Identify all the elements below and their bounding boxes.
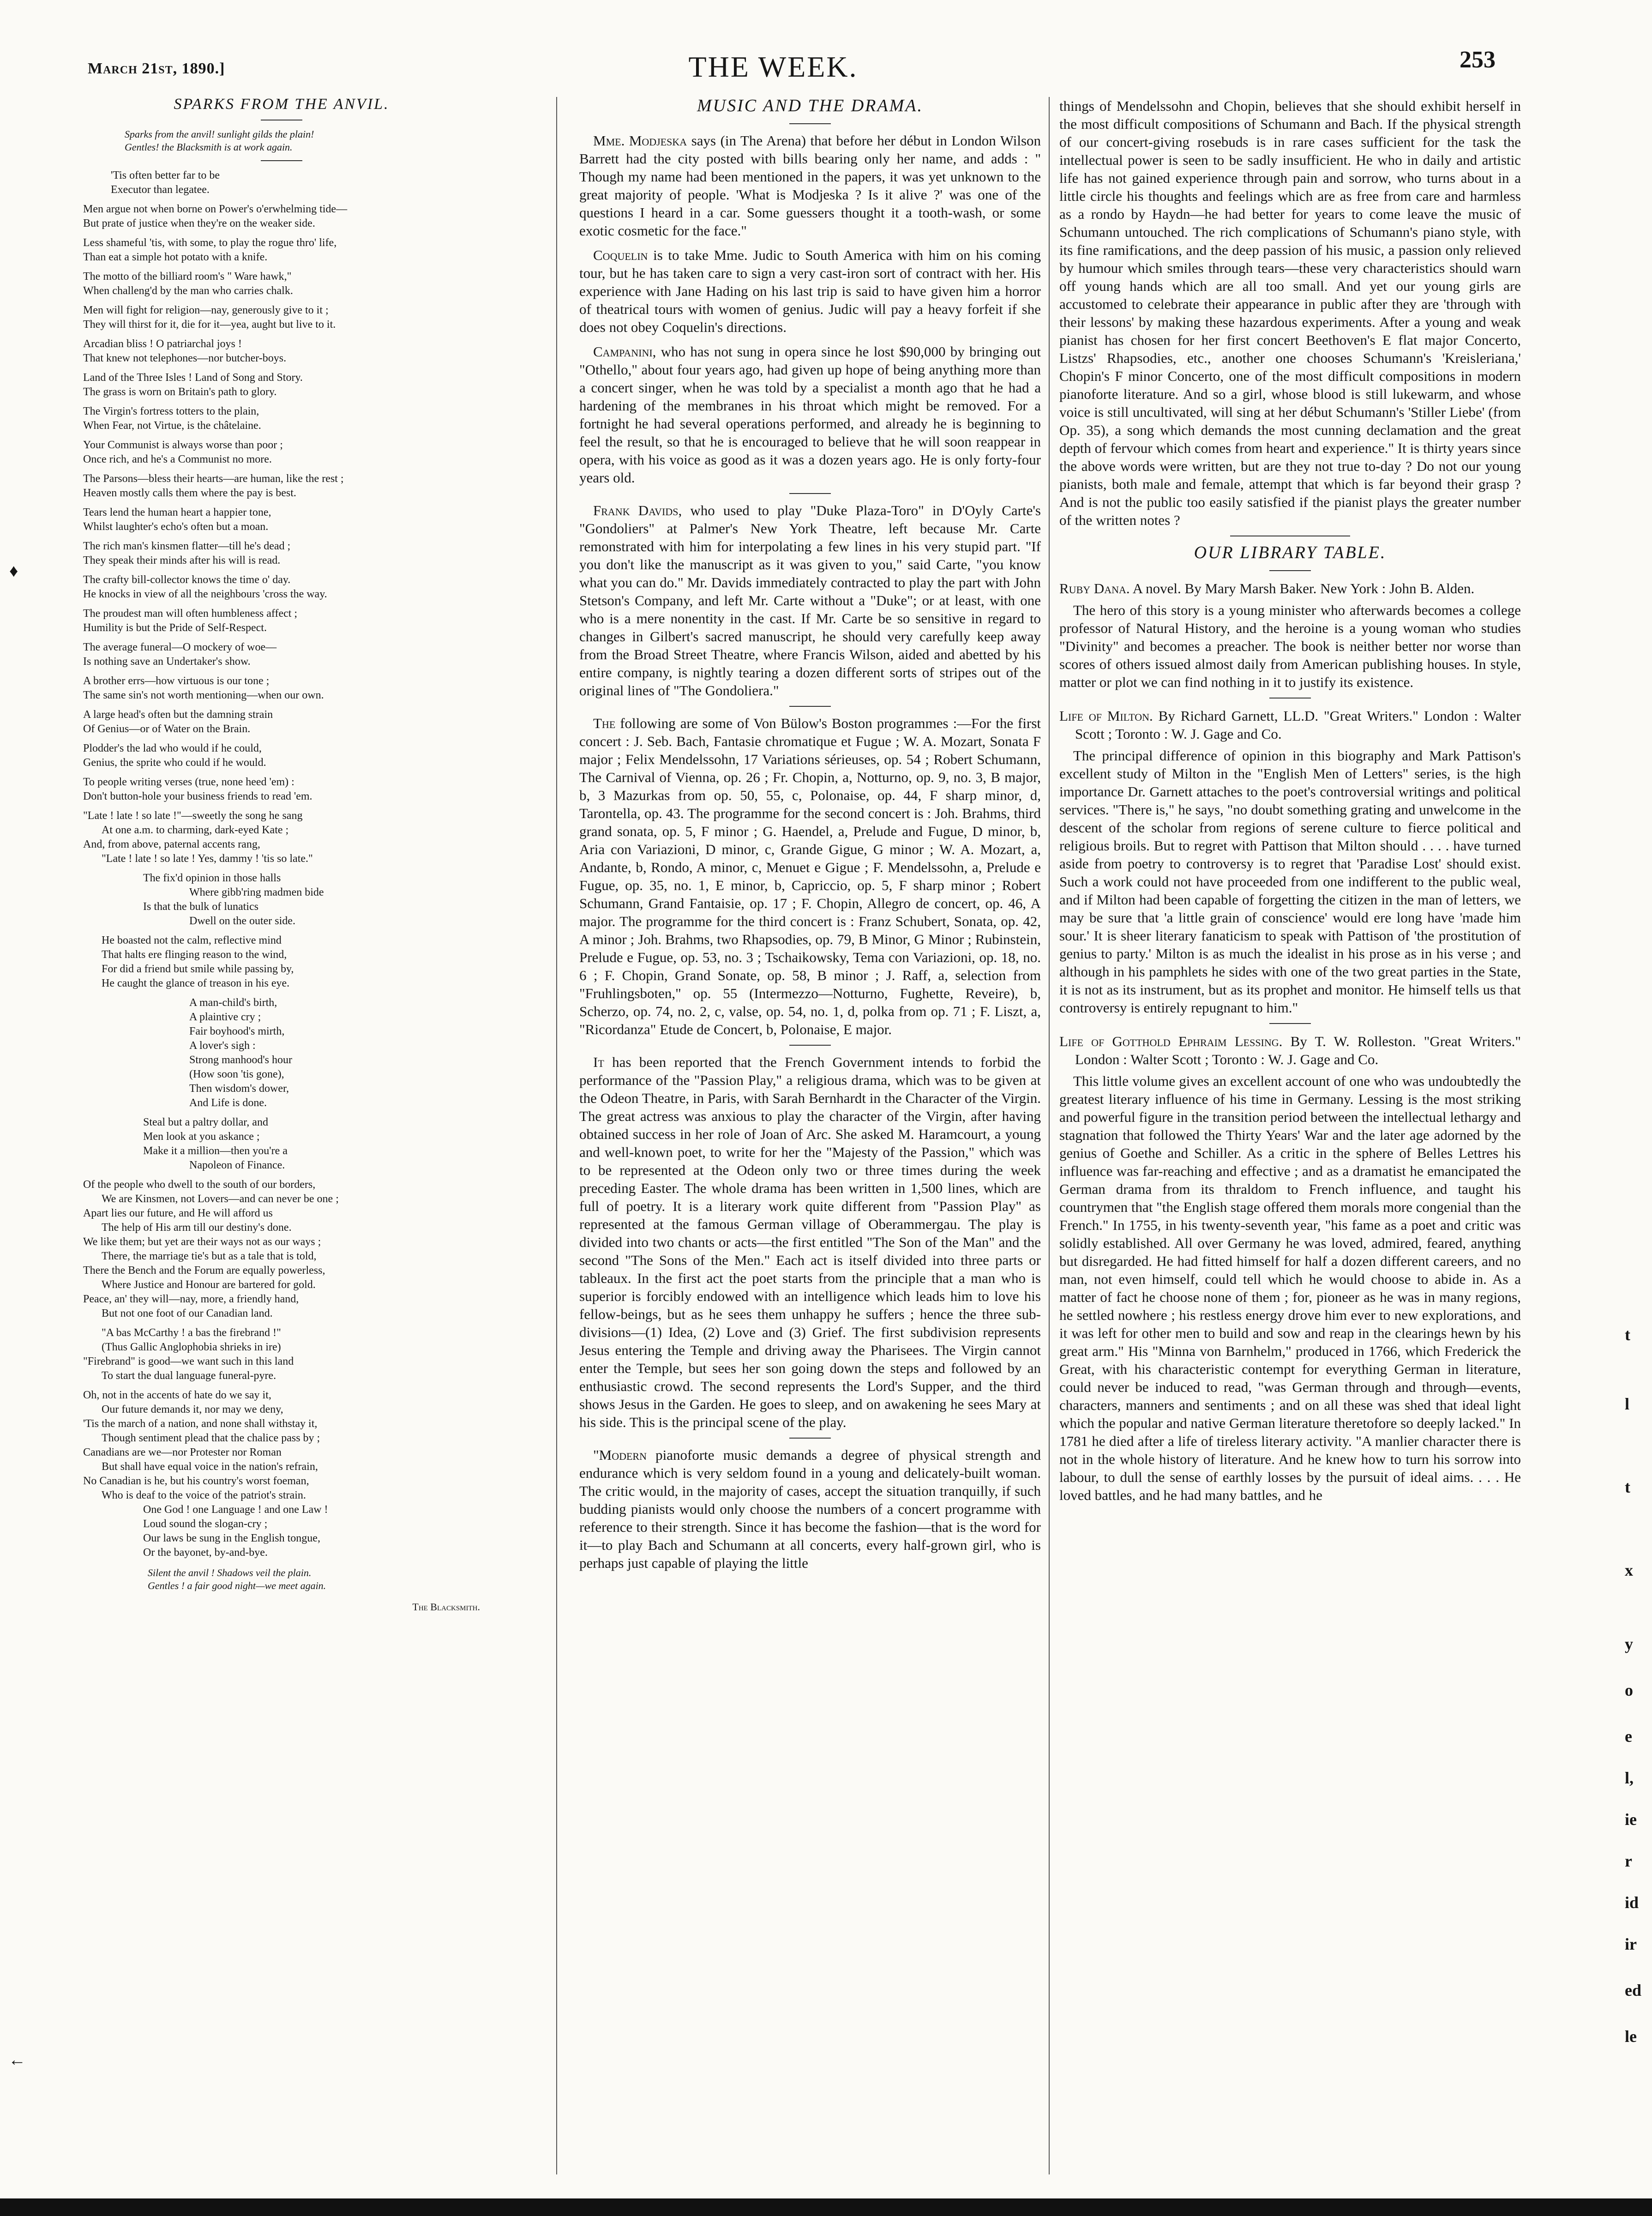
verse-line: Or the bayonet, by-and-bye. [143, 1547, 268, 1559]
verse-line: Tears lend the human heart a happier tone, [83, 506, 271, 518]
couplet [83, 404, 480, 433]
lead-in: Coquelin [593, 247, 648, 263]
epigraph-rule [261, 160, 302, 161]
verse-line: The rich man's kinsmen flatter—till he's dead ; [83, 540, 291, 552]
verse-line: Then wisdom's dower, [189, 1083, 289, 1095]
paragraph-text: has been reported that the French Government intends to forbid the performance of the "Passion Play," a religious drama, which was to be given at the Odeon Theatre, in Paris, with Sarah Bernhardt in the Character of the Virgin. The great actress was anxious to play the character of the Virgin, after having obtained success in her role of Joan of Arc. She asked M. Haramcourt, a young and well-known poet, to write for her the "Majesty of the Passion," which was to be represented at the Odeon only two or three times during the week preceding Easter. The whole drama has been written in 1,500 lines, which are full of poetry. It is a literary work quite different from "Passion Play" as represented at the famous German village of Oberammergau. The play is divided into two chants or acts—the first entitled "The Son of the Man" and the second "The Sons of the Men." Each act is itself divided into three parts or tableaux. In the first act the poet starts from the principle that a man who is superior is forcibly endowed with an intelligence which leads him to love his fellow-beings, but as he sees them unhappy he suffers ; hence the three sub-divisions—(1) Idea, (2) Love and (3) Grief. The first subdivision represents Jesus entering the Temple and driving away the Pharisees. The Virgin cannot enter the Temple, but sees her son going down the steps and followed by an enthusiastic crowd. The second represents the Lord's Supper, and the third shows Jesus in the Garden. He goes to sleep, and on awakening he sees Mary at his side. This is the principal scene of the play. [579, 1054, 1041, 1430]
verse-line: Your Communist is always worse than poor ; [83, 439, 283, 451]
verse-line: Genius, the sprite who could if he would. [83, 757, 266, 769]
stanza [83, 1115, 480, 1173]
verse-line: (Thus Gallic Anglophobia shrieks in ire) [102, 1341, 281, 1353]
margin-fragment: ir [1625, 1935, 1637, 1953]
verse-line: A lover's sigh : [189, 1040, 256, 1052]
lead-in: Frank Davids [593, 502, 679, 518]
verse-line: A large head's often but the damning strain [83, 709, 273, 721]
verse-line: Where Justice and Honour are bartered for gold. [102, 1279, 316, 1291]
margin-fragment: le [1625, 2027, 1637, 2046]
verse-line: They will thirst for it, die for it—yea, aught but live to it. [83, 319, 336, 331]
paragraph-text: , who has not sung in opera since he lost $90,000 by bringing out "Othello," about four years ago, had given up hope of being anything more than a concert singer, when he was told by a specialist a month ago that he had a hardening of the membranes in his throat which might be removed. For a fortnight he had several operations performed, and already he is beginning to feel the result, so that he is encouraged to believe that he will soon reappear in opera, with his voice as good as it was a dozen years ago. He is only forty-four years old. [579, 343, 1041, 486]
margin-fragment: y [1625, 1635, 1633, 1653]
book-title: Ruby Dana. [1059, 580, 1130, 596]
verse-line: Steal but a paltry dollar, and [143, 1116, 268, 1128]
epigraph-line: Sparks from the anvil! sunlight gilds the plain! [125, 128, 314, 140]
book-title: Life of Gotthold Ephraim Lessing. [1059, 1033, 1283, 1049]
paragraph-rule [789, 1045, 831, 1046]
verse-line: We like them; but yet are their ways not as our ways ; [83, 1236, 321, 1248]
couplet [83, 337, 480, 366]
verse-line: Whilst laughter's echo's often but a moan. [83, 521, 269, 533]
stanza [83, 996, 480, 1110]
stanza [83, 1178, 480, 1321]
couplet [83, 472, 480, 500]
verse-line: Men argue not when borne on Power's o'erwhelming tide— [83, 203, 348, 215]
couplet [83, 438, 480, 467]
verse-line: He caught the glance of treason in his eye. [102, 977, 290, 989]
verse-line: Dwell on the outer side. [189, 915, 295, 927]
page-number: 253 [1460, 47, 1496, 73]
verse-line: Make it a million—then you're a [143, 1145, 288, 1157]
verse-line: Humility is but the Pride of Self-Respect. [83, 622, 267, 634]
couplet [83, 506, 480, 534]
paragraph-text: says (in The Arena) that before her début in London Wilson Barrett had the city posted with bills bearing only her name, and adds : " Though my name had been mentioned in the papers, it was yet unknown to the great majority of people. 'What is Modjeska ? Is it alive ?' was one of the questions I heard in a car. Some guessers thought it a tooth-wash, or some exotic cosmetic for the face." [579, 132, 1041, 239]
verse-line: Apart lies our future, and He will afford us [83, 1207, 273, 1219]
verse-line: Men look at you askance ; [143, 1131, 260, 1143]
verse-line: A man-child's birth, [189, 997, 277, 1009]
verse-line: When challeng'd by the man who carries chalk. [83, 285, 293, 297]
couplet [83, 741, 480, 770]
column-divider [1049, 97, 1050, 2174]
verse-line: The average funeral—O mockery of woe— [83, 641, 277, 653]
verse-line: Loud sound the slogan-cry ; [143, 1518, 268, 1530]
paragraph-text: following are some of Von Bülow's Boston programmes :—For the first concert : J. Seb. Bach, Fantasie chromatique et Fugue ; W. A. Mozart, Sonata F major ; Felix Mendelssohn, 17 Variations sérieuses, op. 54 ; Robert Schumann, The Carnival of Vienna, op. 26 ; Fr. Chopin, a, Notturno, op. 9, no. 3, B major, b, 3 Mazurkas from op. 50, 55, c, Polonaise, op. 44, F sharp minor, d, Tarontella, op. 43. The programme for the second concert is : Joh. Brahms, third grand sonata, op. 5, F minor ; G. Haendel, a, Prelude and Fugue, D minor, b, Aria con Variazioni, D minor, c, Grande Gigue, G minor ; W. A. Mozart, a, Andante, b, Rondo, A minor, c, Menuet e Gigue ; F. Mendelssohn, a, Prelude e Fugue, op. 35, no. 1, E minor, b, Capriccio, op. 5, F sharp minor ; Robert Schumann, Grand Fantaisie, op. 17 ; F. Chopin, Allegro de concert, op. 46, A major. The programme for the third concert is : Franz Schubert, Sonata, op. 42, A minor ; Joh. Brahms, two Rhapsodies, op. 79, B Minor, G Minor ; Rubinstein, Prelude e Fugue, op. 53, no. 3 ; Tschaikowsky, Tema con Variazioni, op. 18, no. 6 ; F. Chopin, Grand Sonate, op. 58, B minor ; J. Raff, a, selection from "Fruhlingsboten," op. 55 (Intermezzo—Notturno, Fughette, Reveire), b, Scherzo, op. 74, no. 2, c, valse, op. 54, no. 1, d, polka from op. 71 ; F. Liszt, a, "Ricordanza" Etude de Concert, b, Polonaise, E major. [579, 715, 1041, 1037]
margin-fragment: ed [1625, 1981, 1641, 1999]
verse-line: The motto of the billiard room's " Ware hawk," [83, 271, 292, 283]
verse-line: He boasted not the calm, reflective mind [102, 934, 282, 946]
review-rule [1269, 1023, 1311, 1024]
music-continuation: things of Mendelssohn and Chopin, believes that she should exhibit herself in the most difficult compositions of Schumann and Bach. If the physical strength of our concert-giving rosebuds is in rare cases sufficient for the task the intellectual power is seen to be sadly insufficient. He who in daily and artistic life has not gained experience through pain and sorrow, who turns about in a little circle his thoughts and feelings which are as free from care and harmless as a rondo by Haydn—he had better for years to come leave the music of Schumann untouched. The rich complications of Schumann's piano style, with its fine ramifications, and the deep passion of his music, a passion only relieved by humour which smiles through tears—these very characteristics should warn off young hands which are all too small. And yet our young girls are accustomed to celebrate their appearance in public after they are 'through with their lessons' by making these hazardous experiments. After a young and weak pianist has chosen for her first concert Beethoven's E flat major Concerto, Listzs' Rhapsodies, etc., another one chooses Schumann's 'Kreisleriana,' Chopin's F minor Concerto, one of the most difficult compositions in modern pianoforte literature. And so a girl, whose blood is still lukewarm, and whose voice is still uncultivated, will sing at her début Schumann's 'Stiller Liebe' (from Op. 35), a song which demands the most cunning declamation and the great depth of fervour which comes from heart and experience." It is thirty years since the above words were written, but are they not true to-day ? Do not our young pianists, both male and female, attempt that which is far beyond their grasp ? And is not the public too easily satisfied if the pianist plays the greater number of the written notes ? [1059, 98, 1521, 528]
verse-line: The fix'd opinion in those halls [143, 872, 281, 884]
book-review: The hero of this story is a young minister who afterwards becomes a college professor of Natural History, and the heroine is a young woman who studies "Divinity" and becomes a preacher. The book is neither better nor worse than scores of others issued almost daily from American publishing houses. In style, matter or plot we can find nothing in it to justify its existence. [1059, 602, 1521, 690]
lead-in: Mme. Modjeska [593, 132, 687, 149]
couplet [83, 640, 480, 669]
book-reviews [1059, 579, 1521, 1504]
music-title: MUSIC AND THE DRAMA. [697, 96, 923, 115]
couplet [83, 270, 480, 298]
verse-line: (How soon 'tis gone), [189, 1068, 284, 1080]
verse-line: The Parsons—bless their hearts—are human, like the rest ; [83, 473, 344, 485]
lead-in: It [593, 1054, 604, 1070]
verse-line: Less shameful 'tis, with some, to play the rogue thro' life, [83, 237, 337, 249]
verse-line: But prate of justice when they're on the weaker side. [83, 217, 315, 229]
stanza [83, 871, 480, 928]
verse-line: The help of His arm till our destiny's done. [102, 1222, 292, 1234]
margin-fragment: id [1625, 1893, 1639, 1912]
verse-line: The grass is worn on Britain's path to glory. [83, 386, 277, 398]
verse-line: The crafty bill-collector knows the time o' day. [83, 574, 291, 586]
verse-line: The Virgin's fortress totters to the plain, [83, 405, 259, 417]
verse-line: 'Tis often better far to be [111, 169, 220, 181]
lead-in: "Modern [593, 1447, 647, 1463]
margin-fragment: l, [1625, 1769, 1634, 1787]
verse-line: No Canadian is he, but his country's worst foeman, [83, 1475, 309, 1487]
music-column [579, 97, 1041, 1578]
verse-line: That knew not telephones—nor butcher-boys. [83, 352, 287, 364]
title-rule [1269, 570, 1311, 571]
paragraph-rule [789, 1438, 831, 1439]
lead-in: The [593, 715, 616, 731]
issue-date: March 21st, 1890.] [88, 60, 225, 77]
margin-fragment: e [1625, 1727, 1632, 1746]
couplet [83, 674, 480, 703]
review-rule [1269, 698, 1311, 699]
music-paragraph [579, 246, 1041, 336]
margin-fragment: o [1625, 1681, 1633, 1699]
verse-line: The same sin's not worth mentioning—when our own. [83, 689, 324, 701]
margin-fragment: ie [1625, 1810, 1637, 1829]
couplet [83, 236, 480, 265]
verse-line: There the Bench and the Forum are equally powerless, [83, 1265, 325, 1277]
verse-line: But shall have equal voice in the nation's refrain, [102, 1461, 318, 1473]
verse-line: "Late ! late ! so late !"—sweetly the song he sang [83, 810, 303, 822]
verse-line: Than eat a simple hot potato with a knife. [83, 251, 268, 263]
couplet [83, 573, 480, 602]
verse-line: One God ! one Language ! and one Law ! [143, 1504, 328, 1516]
couplet [83, 202, 480, 231]
verse-line: Though sentiment plead that the chalice pass by ; [102, 1432, 320, 1444]
margin-fragment: l [1625, 1395, 1630, 1413]
verse-line: "Firebrand" is good—we want such in this land [83, 1355, 294, 1367]
sparks-closing [148, 1566, 480, 1592]
book-title: Life of Milton. [1059, 708, 1153, 724]
verse-line: Don't button-hole your business friends to read 'em. [83, 790, 312, 802]
column-divider [556, 97, 557, 2174]
book-info: By T. W. Rolleston. "Great Writers." London : Walter Scott ; Toronto : W. J. Gage and Co. [1075, 1033, 1521, 1067]
verse-line: There, the marriage tie's but as a tale that is told, [102, 1250, 317, 1262]
scan-border [0, 2198, 1652, 2216]
signature: The Blacksmith. [412, 1601, 480, 1613]
sparks-title: SPARKS FROM THE ANVIL. [174, 96, 390, 113]
couplet [83, 708, 480, 736]
book-heading [1059, 707, 1521, 743]
music-paragraph [579, 343, 1041, 487]
closing-line: Gentles ! a fair good night—we meet again. [148, 1580, 326, 1591]
verse-line: When Fear, not Virtue, is the châtelaine. [83, 420, 261, 432]
music-articles [579, 132, 1041, 1572]
verse-line: 'Tis the march of a nation, and none shall withstay it, [83, 1418, 318, 1430]
verse-line: Executor than legatee. [111, 184, 210, 196]
verse-line: Our laws be sung in the English tongue, [143, 1532, 320, 1544]
stanza [83, 809, 480, 866]
book-heading [1059, 1032, 1521, 1068]
couplet-list [83, 169, 480, 804]
margin-mark: ♦ [9, 561, 18, 581]
verse-line: And, from above, paternal accents rang, [83, 838, 260, 850]
verse-line: They speak their minds after his will is read. [83, 554, 281, 566]
page-header [51, 42, 1496, 92]
couplet [83, 607, 480, 635]
right-column [1059, 97, 1521, 1511]
verse-line: The proudest man will often humbleness affect ; [83, 608, 298, 620]
verse-line: But not one foot of our Canadian land. [102, 1307, 273, 1319]
verse-line: Oh, not in the accents of hate do we say it, [83, 1389, 271, 1401]
couplet [83, 775, 480, 804]
verse-line: "Late ! late ! so late ! Yes, dammy ! 'tis so late." [102, 853, 313, 865]
title-rule [789, 123, 831, 124]
margin-fragment: r [1625, 1852, 1632, 1870]
epigraph-line: Gentles! the Blacksmith is at work again. [125, 141, 293, 153]
verse-line: Arcadian bliss ! O patriarchal joys ! [83, 338, 242, 350]
margin-mark: ← [8, 2050, 26, 2070]
verse-line: Canadians are we—nor Protester nor Roman [83, 1446, 282, 1458]
margin-fragment: t [1625, 1325, 1630, 1344]
verse-line: Napoleon of Finance. [189, 1159, 285, 1171]
poem-stanzas [83, 809, 480, 1560]
paragraph-text: , who used to play "Duke Plaza-Toro" in D'Oyly Carte's "Gondoliers" at Palmer's New York Theatre, left because Mr. Carte remonstrated with him for interpolating a few lines in his very stupid part. "If you don't like the manuscript as it was given to you," said Carte, "you know what you can do." Mr. Davids immediately contracted to play the part with John Stetson's Company, and left Mr. Carte without a "Duke"; or at least, with one who is a mere nonentity in the cast. If Mr. Carte be so sensitive in regard to changes in Gilbert's sacred manuscript, he should very carefully keep away from the Broad Street Theatre, where Francis Wilson, aided and abetted by his entire company, is nightly tearing a dozen different sorts of stripes out of the original lines of "The Gondoliera." [579, 502, 1041, 699]
paragraph-rule [789, 706, 831, 707]
paragraph-text: is to take Mme. Judic to South America with him on his coming tour, but he has taken care to sign a very cast-iron sort of contract with her. His experience with Jane Hading on his last trip is said to have given him a horror of theatrical tours with women of genius. Judic will pay a heavy forfeit if she does not obey Coquelin's directions. [579, 247, 1041, 335]
music-paragraph [579, 1446, 1041, 1572]
verse-line: For did a friend but smile while passing by, [102, 963, 294, 975]
library-title: OUR LIBRARY TABLE. [1194, 543, 1387, 562]
book-review: The principal difference of opinion in this biography and Mark Pattison's excellent study of Milton in the "English Men of Letters" series, is the high importance Dr. Garnett attaches to the poet's controversial writings and political services. "There is," he says, "no doubt something grating and unwelcome in the descent of the scholar from regions of serene culture to fierce political and religious broils. But to regret with Pattison that Milton should . . . . have turned aside from poetry to controversy is to regret that 'Paradise Lost' should exist. Such a work could not have proceeded from one indifferent to the public weal, and if Milton had been capable of forgetting the citizen in the man of letters, we may be sure that 'a little grain of conscience' would ere long have 'made him sour.' It is sheer literary fanaticism to speak with Pattison of 'the prostitution of genius to party.' Milton is as much the idealist in his prose as in his verse ; and although in his pamphlets he sides with one of the two great parties in the State, it is not as its instrument, but as its prophet and monitor. He himself tells us that controversy is entirely repugnant to him." [1059, 747, 1521, 1016]
verse-line: A brother errs—how virtuous is our tone ; [83, 675, 270, 687]
verse-line: Strong manhood's hour [189, 1054, 292, 1066]
verse-line: Once rich, and he's a Communist no more. [83, 453, 272, 465]
stanza [83, 1388, 480, 1560]
verse-line: Of the people who dwell to the south of our borders, [83, 1179, 316, 1191]
music-paragraph [579, 501, 1041, 699]
verse-line: Land of the Three Isles ! Land of Song and Story. [83, 372, 303, 384]
verse-line: And Life is done. [189, 1097, 267, 1109]
stanza [83, 933, 480, 991]
couplet [83, 539, 480, 568]
book-heading [1059, 579, 1521, 597]
verse-line: That halts ere flinging reason to the wind, [102, 949, 287, 961]
couplet [83, 371, 480, 399]
journal-title: THE WEEK. [688, 50, 858, 83]
verse-line: Our future demands it, nor may we deny, [102, 1403, 283, 1415]
book-review: This little volume gives an excellent account of one who was undoubtedly the greatest literary influence of his time in Germany. Lessing is the most striking and powerful figure in the transition period between the intellectual lethargy and stagnation that followed the Thirty Years' War and the later age adorned by the genius of Goethe and Schiller. As a critic in the sphere of Belles Lettres his influence was far-reaching and effective ; and as a dramatist he emancipated the German drama from its thraldom to French influence, and taught his countrymen that "the English stage offered them morals more congenial than the French." In 1755, in his twenty-seventh year, "his fame as a poet and critic was solidly established. All over Germany he was loved, admired, feared, anything but disregarded. He had fitted himself for half a dozen different careers, and no man, not even himself, could tell which he would choose to abide in. As a matter of fact he choose none of them ; for, pioneer as he was in many regions, he settled nowhere ; his restless energy drove him ever to new explorations, and it was left for other men to build and sow and reap in the clearings hewn by his great arm." His "Minna von Barnhelm," produced in 1766, which Frederick the Great, with his characteristic contempt for everything German in literature, could never be induced to read, "was German through and through—events, characters, manners and sentiments ; and on all these was shed that ideal light which the popular and native German literature theretofore so deeply lacked." In 1781 he died after a life of tireless literary activity. "A manlier character there is not in the whole history of literature. And he knew how to turn his sorrow into labour, to dull the sense of earthly losses by the pursuit of ideal aims. . . . He loved battles, and he had many battles, and he [1059, 1073, 1521, 1503]
sparks-epigraph [125, 128, 480, 154]
music-paragraph [579, 1053, 1041, 1431]
stanza [83, 1326, 480, 1383]
verse-line: Is that the bulk of lunatics [143, 901, 258, 913]
music-paragraph [579, 132, 1041, 240]
verse-line: Heaven mostly calls them where the pay is best. [83, 487, 296, 499]
verse-line: To people writing verses (true, none heed 'em) : [83, 776, 294, 788]
margin-fragment: t [1625, 1478, 1630, 1496]
verse-line: Of Genius—or of Water on the Brain. [83, 723, 251, 735]
couplet [83, 303, 480, 332]
book-info: By Richard Garnett, LL.D. "Great Writers." London : Walter Scott ; Toronto : W. J. Gage and Co. [1075, 708, 1521, 742]
closing-line: Silent the anvil ! Shadows veil the plain. [148, 1567, 312, 1578]
verse-line: Peace, an' they will—nay, more, a friendly hand, [83, 1293, 299, 1305]
verse-line: Plodder's the lad who would if he could, [83, 742, 262, 754]
verse-line: He knocks in view of all the neighbours 'cross the way. [83, 588, 327, 600]
verse-line: We are Kinsmen, not Lovers—and can never be one ; [102, 1193, 339, 1205]
paragraph-text: pianoforte music demands a degree of physical strength and endurance which is very seldom found in a young and delicately-built woman. The critic would, in the majority of cases, accept the situation tranquilly, if such budding pianists would only choose the numbers of a concert programme with reference to their strength. Since it has become the fashion—that is the word for it—to play Bach and Schumann at all concerts, every half-grown girl, who is perhaps just capable of playing the little [579, 1447, 1041, 1571]
music-paragraph [579, 714, 1041, 1038]
verse-line: At one a.m. to charming, dark-eyed Kate ; [102, 824, 289, 836]
verse-line: Who is deaf to the voice of the patriot's strain. [102, 1489, 306, 1501]
verse-line: To start the dual language funeral-pyre. [102, 1370, 276, 1382]
margin-fragment: x [1625, 1561, 1633, 1579]
verse-line: A plaintive cry ; [189, 1011, 261, 1023]
sparks-column [83, 97, 480, 1614]
book-info: A novel. By Mary Marsh Baker. New York : John B. Alden. [1129, 580, 1475, 596]
verse-line: Men will fight for religion—nay, generously give to it ; [83, 304, 329, 316]
couplet [83, 169, 480, 197]
verse-line: Where gibb'ring madmen bide [189, 886, 324, 898]
verse-line: Is nothing save an Undertaker's show. [83, 656, 251, 668]
paragraph-rule [789, 493, 831, 494]
lead-in: Campanini [593, 343, 653, 360]
verse-line: "A bas McCarthy ! a bas the firebrand !" [102, 1327, 281, 1339]
verse-line: Fair boyhood's mirth, [189, 1025, 285, 1037]
